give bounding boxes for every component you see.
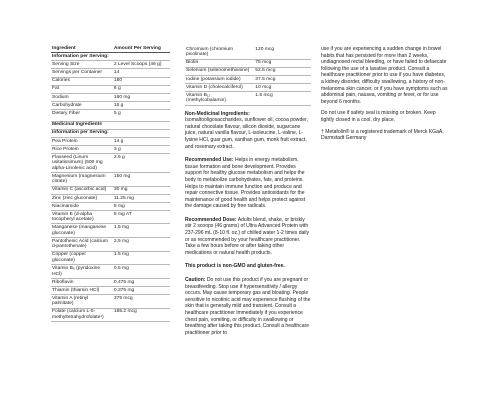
ingredient-amount: 0.375 mg	[113, 286, 170, 294]
table-row	[185, 67, 311, 75]
table-row	[185, 75, 311, 83]
ingredient-name: Information per Serving:	[51, 53, 113, 61]
ingredient-amount: 75 mcg	[254, 59, 311, 67]
table-row	[51, 295, 170, 309]
ingredient-amount	[113, 129, 170, 137]
ingredient-text	[185, 111, 311, 337]
table-row	[51, 77, 170, 85]
table-row	[185, 59, 311, 67]
non-medicinal-paragraph	[185, 111, 311, 151]
recommended-dose-text: Adults blend, shake, or briskly stir 2 scoops (46 grams) of Ultra Advanced Protein with 237-296 mL (8-10 fl. oz.) of chilled water 1-2 times daily or as recommended by your healthcare practitioner. Take a few hours before or after taking other medications or natural health products.	[185, 216, 310, 256]
ingredient-amount: 160 mg	[113, 93, 170, 101]
table-row	[51, 101, 170, 109]
ingredient-name: Vitamin D (cholecalciferol)	[185, 83, 254, 91]
table-row	[51, 85, 170, 93]
nutrition-table-body	[51, 46, 170, 322]
recommended-use-paragraph	[185, 157, 311, 210]
table-row	[185, 83, 311, 91]
ingredient-name: Vitamin A (retinyl palmitate)	[51, 295, 113, 309]
ingredient-amount: 30 mg	[113, 186, 170, 194]
ingredient-name: Medicinal Ingredients	[51, 121, 113, 129]
ingredient-name: Vitamin E (d-alpha tocopheryl acetate)	[51, 210, 113, 224]
ingredient-amount: 2 Level Scoops (46 g)	[113, 61, 170, 69]
ingredient-name: Thiamin (thiamin HCl)	[51, 286, 113, 294]
table-row	[51, 186, 170, 194]
column-3	[321, 46, 449, 147]
column-1	[51, 46, 170, 322]
ingredient-amount: 5 mg AT	[113, 210, 170, 224]
table-section-row	[51, 53, 170, 61]
ingredient-amount: 5 mg	[113, 202, 170, 210]
ingredient-name: Information per Serving:	[51, 129, 113, 137]
table-row	[185, 46, 311, 59]
table-row	[51, 173, 170, 187]
ingredient-amount	[113, 121, 170, 129]
ingredient-amount: 0.475 mg	[113, 278, 170, 286]
ingredient-name: Magnesium (magnesium citrate)	[51, 173, 113, 187]
ingredient-name: Chromium (chromium picolinate)	[185, 46, 254, 59]
ingredient-name: Pea Protein	[51, 137, 113, 145]
table-row	[185, 91, 311, 105]
ingredient-amount: 0.5 mg	[113, 265, 170, 279]
ingredient-name: Vitamin B₆ (pyridoxine HCl)	[51, 265, 113, 279]
ingredient-name: Calories	[51, 77, 113, 85]
ingredient-amount: 150 mg	[113, 173, 170, 187]
recommended-use-text: Helps in energy metabolism, tissue formation and bone development. Provides support for healthy glucose metabolism and helps the body to metabolize carbohydrates, fats, and proteins. Helps to maintain immune function and produce and repair connective tissue. Provides antioxidants for the maintenance of good health and helps protect against the damage caused by free radicals.	[185, 157, 306, 210]
table-row	[51, 286, 170, 294]
ingredient-name: Biotin	[185, 59, 254, 67]
ingredient-name: Niacinamide	[51, 202, 113, 210]
ingredient-amount: 6 g	[113, 85, 170, 93]
ingredient-name: Dietary Fiber	[51, 109, 113, 121]
ingredient-amount: 15 g	[113, 101, 170, 109]
caution-continued-paragraph: use if you are experiencing a sudden change in bowel habits that has persisted for more than 2 weeks, undiagnosed rectal bleeding, or have failed to defaecate following the use of a laxative product. Consult a healthcare practitioner prior to use if you have diabetes, a kidney disorder, difficulty swallowing, a history of non-melanoma skin cancer, or if you have symptoms such as abdominal pain, nausea, vomiting or fever, or for use beyond 6 months.	[321, 46, 448, 105]
trademark-paragraph: † Metafolin® is a registered trademark of Merck KGaA, Darmstadt Germany	[321, 128, 444, 142]
column-2	[185, 46, 311, 343]
ingredient-amount: 1.5 mcg	[254, 91, 311, 105]
table-row	[51, 109, 170, 121]
gmo-paragraph	[185, 263, 311, 270]
ingredient-amount: 2.5 g	[113, 153, 170, 172]
ingredient-amount: 1.5 mg	[113, 251, 170, 265]
ingredient-name: Iodine (potassium iodide)	[185, 75, 254, 83]
ingredient-text-continued	[321, 46, 449, 142]
ingredient-amount: 37.5 mcg	[254, 75, 311, 83]
caution-label: Caution:	[185, 277, 206, 284]
table-row	[51, 69, 170, 77]
ingredient-name: Fat	[51, 85, 113, 93]
ingredient-name: Pantothenic Acid (calcium d-pantothenate)	[51, 238, 113, 252]
ingredient-name: Sodium	[51, 93, 113, 101]
ingredient-name: Carbohydrate	[51, 101, 113, 109]
ingredient-amount: 14	[113, 69, 170, 77]
table-row	[51, 265, 170, 279]
table-row	[51, 251, 170, 265]
ingredient-amount: 180	[113, 77, 170, 85]
ingredient-amount: 1.5 mg	[113, 224, 170, 238]
non-medicinal-label: Non-Medicinal Ingredients:	[185, 110, 250, 117]
ingredient-amount: 2.5 mg	[113, 238, 170, 252]
table-row	[51, 137, 170, 145]
ingredient-amount: 11.25 mg	[113, 194, 170, 202]
header-ingredient: Ingredient	[51, 46, 113, 53]
table-row	[51, 278, 170, 286]
table-row	[51, 194, 170, 202]
gmo-statement: This product is non-GMO and gluten-free.	[185, 263, 285, 270]
ingredient-amount: 5 g	[113, 109, 170, 121]
ingredient-name: Vitamin C (ascorbic acid)	[51, 186, 113, 194]
nutrition-table	[51, 46, 170, 322]
ingredient-name: Manganese (manganese gluconate)	[51, 224, 113, 238]
ingredient-name: Selenium (selenomethionine)	[185, 67, 254, 75]
recommended-dose-paragraph	[185, 217, 311, 257]
caution-paragraph	[185, 277, 311, 336]
ingredient-amount: 14 g	[113, 137, 170, 145]
recommended-dose-label: Recommended Dose:	[185, 216, 237, 223]
table-row	[51, 93, 170, 101]
recommended-use-label: Recommended Use:	[185, 157, 234, 164]
ingredient-name: Riboflavin	[51, 278, 113, 286]
nutrition-table-continued	[185, 46, 311, 106]
ingredient-name: Flaxseed (Linum usitatissimum) (500 mg alpha-Linolenic acid)	[51, 153, 113, 172]
ingredient-amount: 185.2 mcg	[113, 308, 170, 322]
header-amount: Amount Per Serving	[113, 46, 170, 53]
ingredient-amount	[113, 53, 170, 61]
table-row	[51, 202, 170, 210]
ingredient-name: Serving Size	[51, 61, 113, 69]
ingredient-name: Folate (calcium L-5-methyltetrahydrofolate¹)	[51, 308, 113, 322]
nutrition-table-continued-body	[185, 46, 311, 105]
table-row	[51, 153, 170, 172]
table-row	[51, 61, 170, 69]
table-row	[51, 224, 170, 238]
caution-text: Do not use this product if you are pregnant or breastfeeding. Stop use if hypersensitivity / allergy occurs. May cause temporary gas and bloating. People sensitive to nicotinic acid may experience flushing of the skin that is generally mild and transient. Consult a healthcare practitioner immediately if you experience chest pain, vomiting, or difficulty in swallowing or breathing after taking this product. Consult a healthcare practitioner prior to	[185, 277, 311, 336]
table-row	[51, 210, 170, 224]
ingredient-amount: 120 mcg	[254, 46, 311, 59]
table-row	[51, 145, 170, 153]
table-section-row	[51, 129, 170, 137]
table-row	[51, 308, 170, 322]
ingredient-amount: 375 mcg	[113, 295, 170, 309]
ingredient-name: Servings per Container	[51, 69, 113, 77]
table-section-row	[51, 121, 170, 129]
ingredient-name: Copper (copper gluconate)	[51, 251, 113, 265]
ingredient-name: Rice Protein	[51, 145, 113, 153]
ingredient-name: Vitamin B₁₂ (methylcobalamin)	[185, 91, 254, 105]
ingredient-amount: 52.5 mcg	[254, 67, 311, 75]
ingredient-name: Zinc (zinc gluconate)	[51, 194, 113, 202]
ingredient-amount: 10 mcg	[254, 83, 311, 91]
ingredient-amount: 3 g	[113, 145, 170, 153]
table-header-row	[51, 46, 170, 53]
table-row	[51, 238, 170, 252]
non-medicinal-text: Isomaltooligosaccharides, sunflower oil, cocoa powder, natural chocolate flavour, silicon dioxide, sugarcane juice, natural vanilla flavour, L-isoleucine, L-valine, L-lysine HCl, guar gum, xanthan gum, monk fruit extract, and rosemary extract.	[185, 117, 308, 150]
safety-seal-paragraph: Do not use if safety seal is missing or broken. Keep tightly closed in a cool, dry place.	[321, 110, 436, 123]
